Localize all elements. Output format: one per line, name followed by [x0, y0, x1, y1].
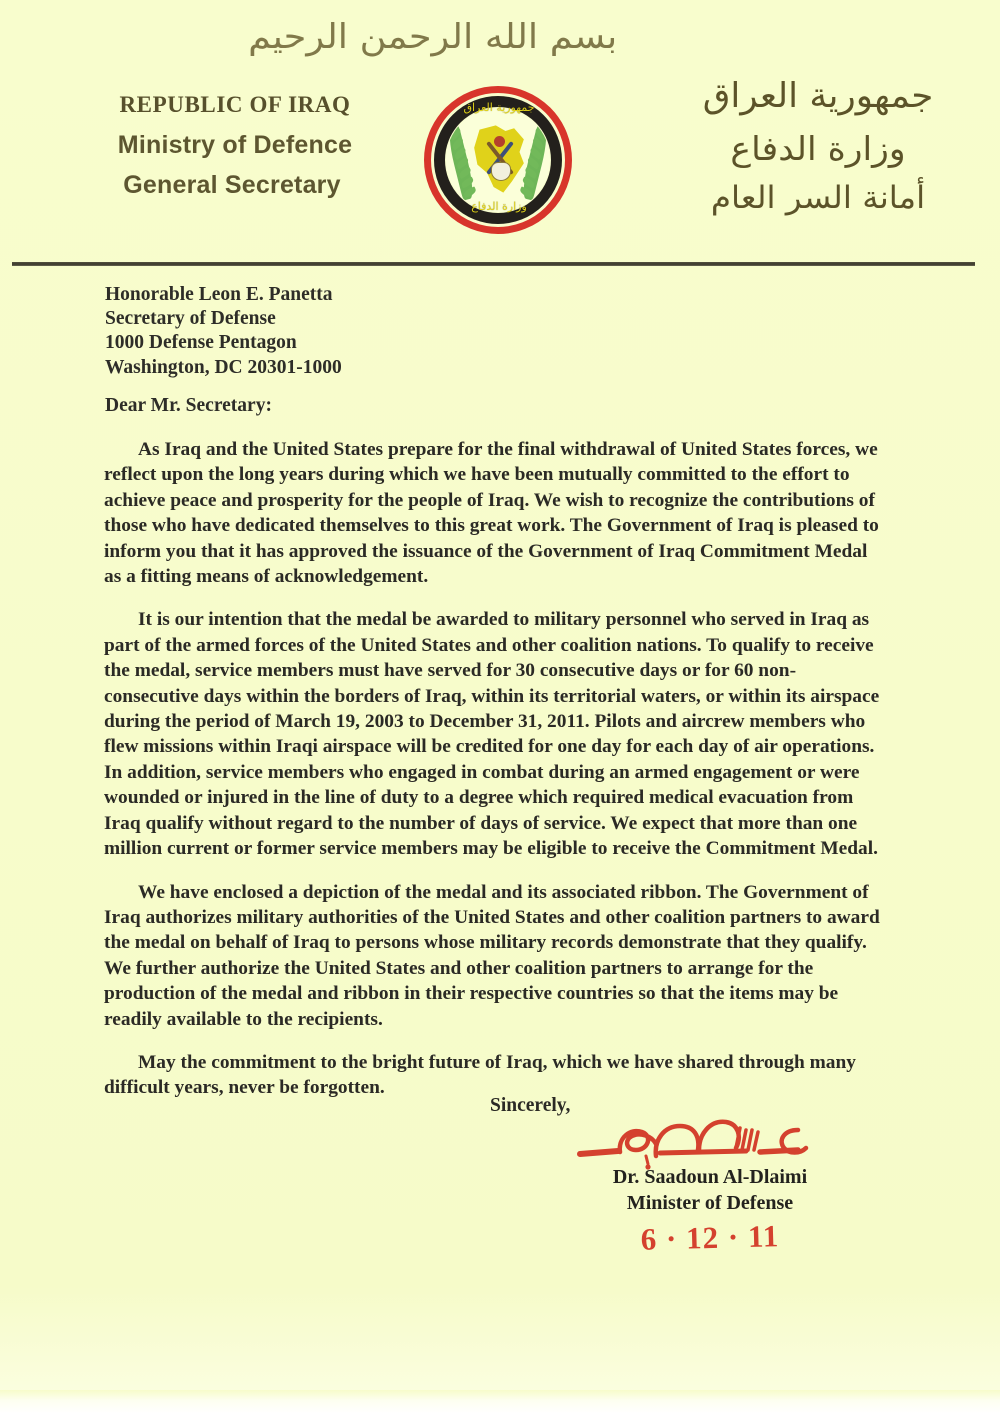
arabic-ministry: وزارة الدفاع [730, 128, 906, 168]
letterhead-ministry: Ministry of Defence [117, 131, 353, 159]
arabic-country: جمهورية العراق [702, 76, 934, 116]
letterhead-country: REPUBLIC OF IRAQ [119, 92, 351, 117]
signature-date-stamp: 6 · 12 · 11 [640, 1218, 780, 1257]
arabic-letterhead [658, 70, 978, 222]
paper-bottom-edge [0, 1390, 1000, 1413]
salutation: Dear Mr. Secretary: [105, 395, 272, 416]
recipient-address-line-2: Washington, DC 20301-1000 [105, 356, 342, 378]
closing-sincerely: Sincerely, [490, 1095, 571, 1116]
emblem-crossed-arms-device [478, 136, 522, 182]
letterhead-divider [12, 262, 975, 266]
signer-name: Dr. Saadoun Al-Dlaimi [612, 1166, 808, 1188]
body-paragraph-1: As Iraq and the United States prepare for the final withdrawal of United States forces, we reflect upon the long years during which we have been mutually committed to the effort to achieve peace and prosperity for the people of Iraq. We wish to recognize the contributions of those who have dedicated themselves to this great work. The Government of Iraq is pleased to inform you that it has approved the issuance of the Government of Iraq Commitment Medal as a fitting means of acknowledgement. [104, 439, 879, 588]
body-paragraph-3: We have enclosed a depiction of the medal and its associated ribbon. The Government of Iraq authorizes military authorities of the United States and other coalition partners to award the medal on behalf of Iraq to persons whose military records demonstrate that they qualify. We further authorize the United States and other coalition partners to arrange for the production of the medal and ribbon in their respective countries so that the items may be readily available to the recipients. [104, 881, 880, 1030]
letterhead [60, 92, 410, 211]
recipient-address-line-1: 1000 Defense Pentagon [105, 332, 297, 354]
letter-body [104, 437, 882, 1101]
signer-title: Minister of Defense [626, 1192, 794, 1214]
bismillah-text: بسم الله الرحمن الرحيم [248, 17, 618, 57]
ministry-emblem-icon [420, 84, 578, 236]
emblem-shield [491, 162, 511, 181]
signature-block [560, 1110, 900, 1295]
emblem-arabic-top: جمهورية العراق [463, 101, 535, 114]
recipient-title: Secretary of Defense [105, 308, 276, 330]
emblem-field [446, 108, 550, 212]
body-paragraph-4: May the commitment to the bright future of Iraq, which we have shared through many difficult years, never be forgotten. [104, 1051, 856, 1099]
recipient-name: Honorable Leon E. Panetta [105, 284, 333, 305]
recipient-address-block [105, 283, 342, 380]
emblem-crest-dot [494, 136, 505, 147]
emblem-wreath-leaf [462, 186, 477, 198]
body-paragraph-2: It is our intention that the medal be awarded to military personnel who served in Iraq as part of the armed forces of the United States and other coalition nations. To qualify to receive the medal, service members must have served for 30 consecutive days or for 60 non-consecutive days within the borders of Iraq, within its territorial waters, or within its airspace during the period of March 19, 2003 to December 31, 2011. Pilots and aircrew members who flew missions within Iraqi airspace will be credited for one day for each day of air operations. In addition, service members who engaged in combat during an armed engagement or were wounded or injured in the line of duty to a degree which required medical evacuation from Iraq qualify without regard to the number of days of service. We expect that more than one million current or former service members may be eligible to receive the Commitment Medal. [104, 609, 880, 860]
handwritten-signature-icon [560, 1110, 860, 1170]
letterhead-department: General Secretary [123, 171, 341, 199]
emblem-arabic-bottom: وزارة الدفاع [471, 200, 527, 213]
arabic-department: أمانة السر العام [710, 179, 926, 216]
